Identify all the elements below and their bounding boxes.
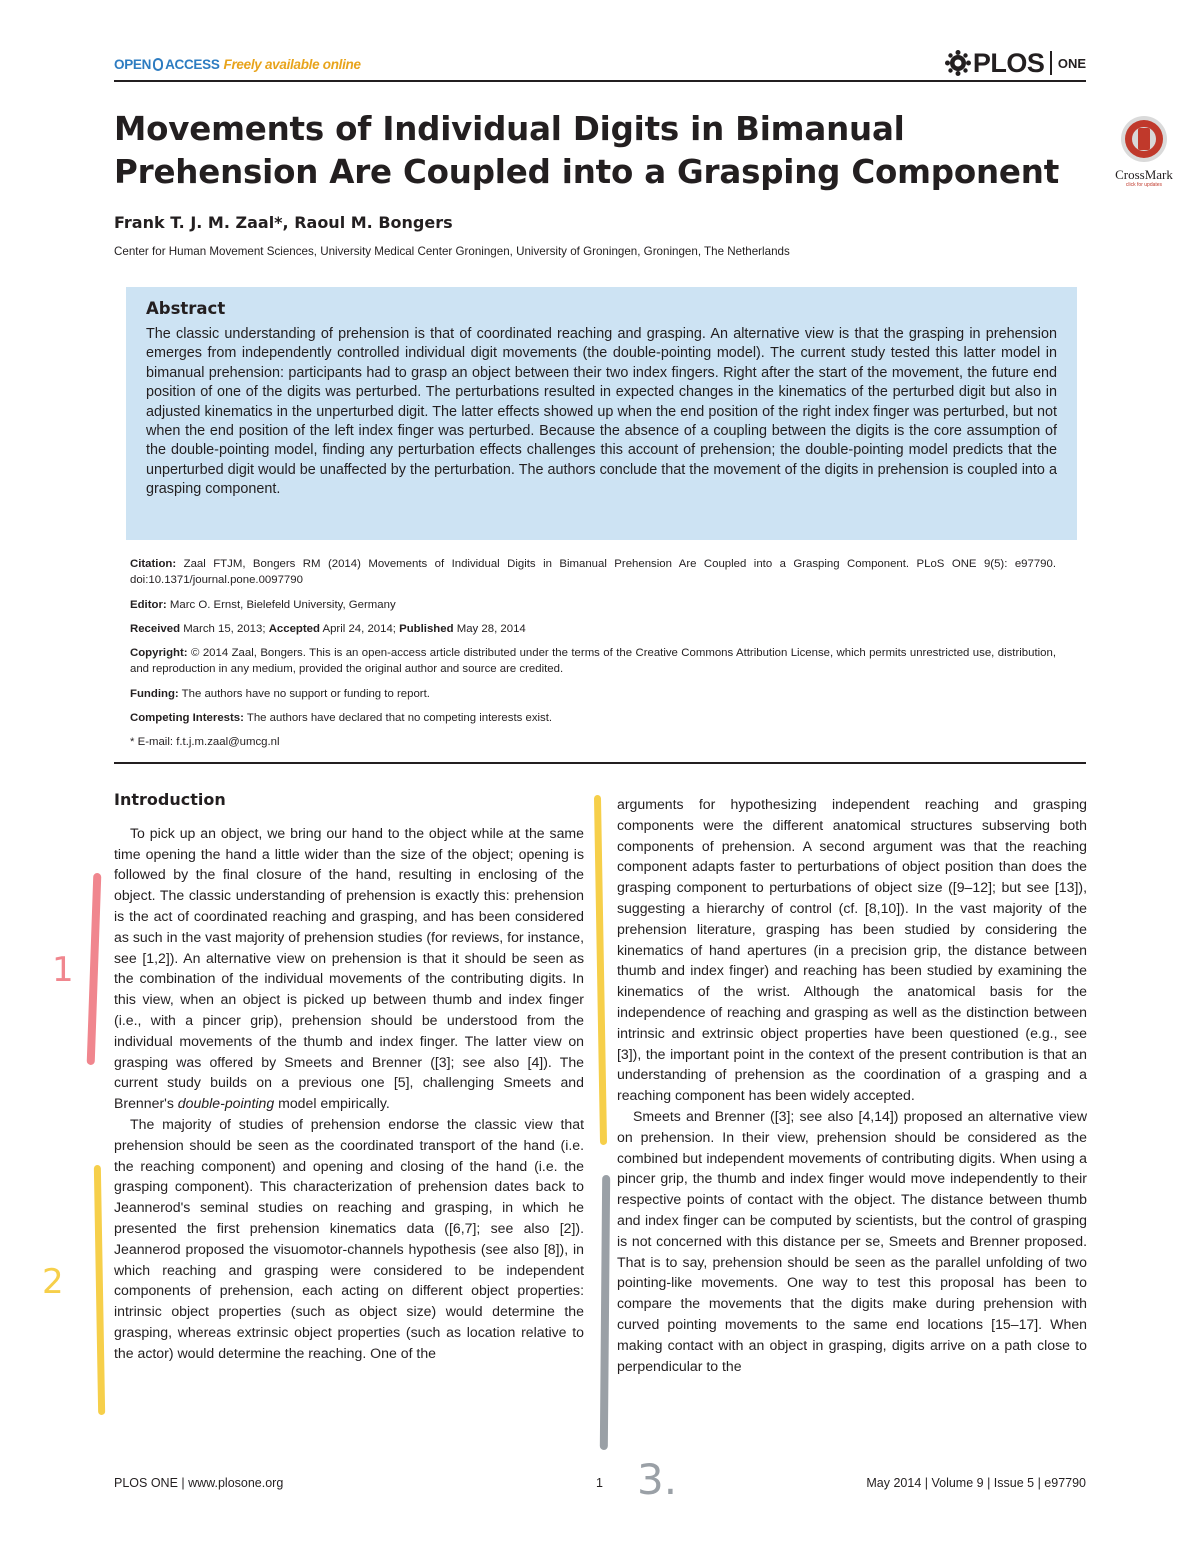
crossmark-label: CrossMark xyxy=(1115,167,1173,182)
open-label: OPEN xyxy=(114,57,152,72)
crossmark-icon xyxy=(1119,114,1169,164)
highlight-mark-red xyxy=(87,873,102,1065)
funding-text: The authors have no support or funding to report. xyxy=(178,688,430,700)
intro-paragraph-3: Smeets and Brenner ([3]; see also [4,14]) proposed an alternative view on prehension. In their view, prehension should be considered as the combined but independent movements of contributing digits. When using a pincer grip, the thumb and index finger would move independently to their respective points of contact with the object. The distance between thumb and index finger can be computed by scientists, but the control of grasping is not concerned with this distance per se, Smeets and Brenner proposed. That is to say, prehension should be seen as the parallel unfolding of two pointing-like movements. One way to test this proposal has been to compare the movements that the digits make during prehension with curved pointing movements to the same end locations [15–17]. When making contact with an object in grasping, digits arrive on a path close to perpendicular to the xyxy=(617,1107,1087,1374)
citation-label: Citation: xyxy=(130,558,177,570)
intro-paragraph-1 xyxy=(114,823,584,1114)
handwritten-number-3: 3. xyxy=(637,1455,678,1504)
copyright-label: Copyright: xyxy=(130,647,188,659)
crossmark-sublabel: click for updates xyxy=(1125,182,1163,188)
abstract-text: The classic understanding of prehension is that of coordinated reaching and grasping. An alternative view is that the grasping in prehension emerges from independently controlled individual digit movements (the double-pointing model). The current study tested this latter model in bimanual prehension: participants had to grasp an object between their two index fingers. Right after the start of the movement, the future end position of one of the digits was perturbed. The perturbations resulted in expected changes in the kinematics of the perturbed digit but also in adjusted kinematics in the unperturbed digit. The latter effects showed up when the end position of the right index finger was perturbed, but not when the end position of the left index finger was perturbed. Because the absence of a coupling between the digits is the core assumption of the double-pointing model, finding any perturbation effects challenges this account of prehension; the double-pointing model predicts that the unperturbed digit would be unaffected by the perturbation. The authors conclude that the movement of the digits in prehension is coupled into a grasping component. xyxy=(146,326,1057,498)
dates xyxy=(130,621,1056,637)
body-column-right xyxy=(617,794,1087,1376)
introduction-heading: Introduction xyxy=(114,790,226,809)
affiliation: Center for Human Movement Sciences, University Medical Center Groningen, University of Groningen, Groningen, The Netherlands xyxy=(114,245,790,258)
open-access-label[interactable] xyxy=(114,57,361,72)
plos-wordmark: PLOS xyxy=(972,47,1045,78)
body-column-left xyxy=(114,790,584,1364)
intro-paragraph-2: The majority of studies of prehension endorse the classic view that prehension should be seen as the coordinated transport of the hand (i.e. the reaching component) and opening and closing of the hand (i.e. the grasping component). This characterization of prehension dates back to Jeannerod's seminal studies on reaching and grasping, in which he presented the first prehension kinematics data ([6,7]; see also [2]). Jeannerod proposed the visuomotor-channels hypothesis (see also [8]), in which reaching and grasping were considered to be independent components of prehension, each acting on different object properties: intrinsic object properties (such as object size) would determine the grasping, whereas extrinsic object properties (such as location relative to the actor) would determine the reaching. One of the xyxy=(114,1115,584,1361)
highlight-mark-yellow-right xyxy=(594,795,607,1145)
page-number: 1 xyxy=(596,1476,603,1490)
intro-p1-end: model empirically. xyxy=(274,1095,390,1112)
editor xyxy=(130,597,1056,613)
open-lock-icon xyxy=(153,58,163,71)
author-list: Frank T. J. M. Zaal*, Raoul M. Bongers xyxy=(114,213,453,232)
intro-p1-text: To pick up an object, we bring our hand to the object while at the same time opening the hand a little wider than the size of the object; opening is followed by the final closure of the hand, resulting in enclosing of the object. The classic understanding of prehension is exactly this: prehension is the act of coordinated reaching and grasping, and has been considered as such in the vast majority of prehension studies (for reviews, for instance, see [1,2]). An alternative view on prehension is that it should be seen as the combination of the individual movements of the contributing digits. In this view, when an object is picked up between thumb and index finger (i.e., with a pincer grip), prehension should be understood from the individual movements of the thumb and index finger. The latter view on grasping was offered by Smeets and Brenner ([3]; see also [4]). The current study builds on a previous one [5], challenging Smeets and Brenner's xyxy=(114,824,584,1112)
intro-p1-emphasis: double-pointing xyxy=(177,1095,275,1112)
logo-divider xyxy=(1050,51,1052,75)
intro-paragraph-2-cont: arguments for hypothesizing independent reaching and grasping components were the different anatomical structures subserving both components of prehension. A second argument was that the reaching component adapts faster to perturbations of object position than does the grasping component to perturbations of object size ([9–12]; but see [13]), suggesting a hierarchy of control (cf. [8,10]). In the vast majority of the prehension literature, grasping has been studied by considering the kinematics of hand apertures (in a precision grip, the distance between thumb and index finger) and reaching has been studied by examining the kinematics of the wrist. Although the anatomical basis for the independence of reaching and grasping as well as the distinction between intrinsic and extrinsic object properties have been questioned (e.g., see [3]), the important point in the context of the present contribution is that an understanding of prehension as the coordination of a grasping and a reaching component has been widely accepted. xyxy=(617,796,1087,1104)
section-rule xyxy=(114,762,1086,764)
competing-interests xyxy=(130,710,1056,726)
plos-gear-icon xyxy=(945,50,971,76)
plos-one-logo[interactable] xyxy=(945,47,1086,79)
highlight-mark-gray xyxy=(600,1175,610,1450)
handwritten-number-2: 2 xyxy=(42,1262,64,1302)
freely-available-label: Freely available online xyxy=(223,57,361,72)
article-title: Movements of Individual Digits in Bimanual Prehension Are Coupled into a Grasping Component xyxy=(114,110,1060,191)
footer-journal[interactable]: PLOS ONE | www.plosone.org xyxy=(114,1476,284,1490)
handwritten-number-1: 1 xyxy=(52,950,74,990)
highlight-mark-yellow-left xyxy=(94,1165,105,1415)
abstract-box xyxy=(126,287,1077,540)
one-wordmark: ONE xyxy=(1057,55,1086,71)
funding xyxy=(130,686,1056,702)
crossmark-badge[interactable] xyxy=(1106,114,1182,188)
footer-issue: May 2014 | Volume 9 | Issue 5 | e97790 xyxy=(866,1476,1086,1490)
competing-label: Competing Interests: xyxy=(130,712,244,724)
accepted-label: Accepted xyxy=(268,623,320,635)
citation-text: Zaal FTJM, Bongers RM (2014) Movements of Individual Digits in Bimanual Prehension Are Coupled into a Grasping Component. PLoS ONE 9(5): e97790. doi:10.1371/journal.pone.0097790 xyxy=(130,558,1056,586)
citation xyxy=(130,556,1056,588)
editor-label: Editor: xyxy=(130,599,167,611)
funding-label: Funding: xyxy=(130,688,179,700)
copyright xyxy=(130,645,1056,677)
published-date: May 28, 2014 xyxy=(453,623,526,635)
copyright-text: © 2014 Zaal, Bongers. This is an open-access article distributed under the terms of the Creative Commons Attribution License, which permits unrestricted use, distribution, and reproduction in any medium, provided the original author and source are credited. xyxy=(130,647,1056,675)
abstract-heading: Abstract xyxy=(146,299,226,318)
header-rule xyxy=(114,80,1086,82)
competing-text: The authors have declared that no competing interests exist. xyxy=(243,712,553,724)
accepted-date: April 24, 2014; xyxy=(319,623,400,635)
published-label: Published xyxy=(399,623,454,635)
corresponding-email[interactable]: * E-mail: f.t.j.m.zaal@umcg.nl xyxy=(130,736,280,748)
received-label: Received xyxy=(130,623,181,635)
received-date: March 15, 2013; xyxy=(180,623,269,635)
editor-text: Marc O. Ernst, Bielefeld University, Germany xyxy=(166,599,396,611)
access-label: ACCESS xyxy=(165,57,220,72)
journal-banner xyxy=(114,47,1086,81)
